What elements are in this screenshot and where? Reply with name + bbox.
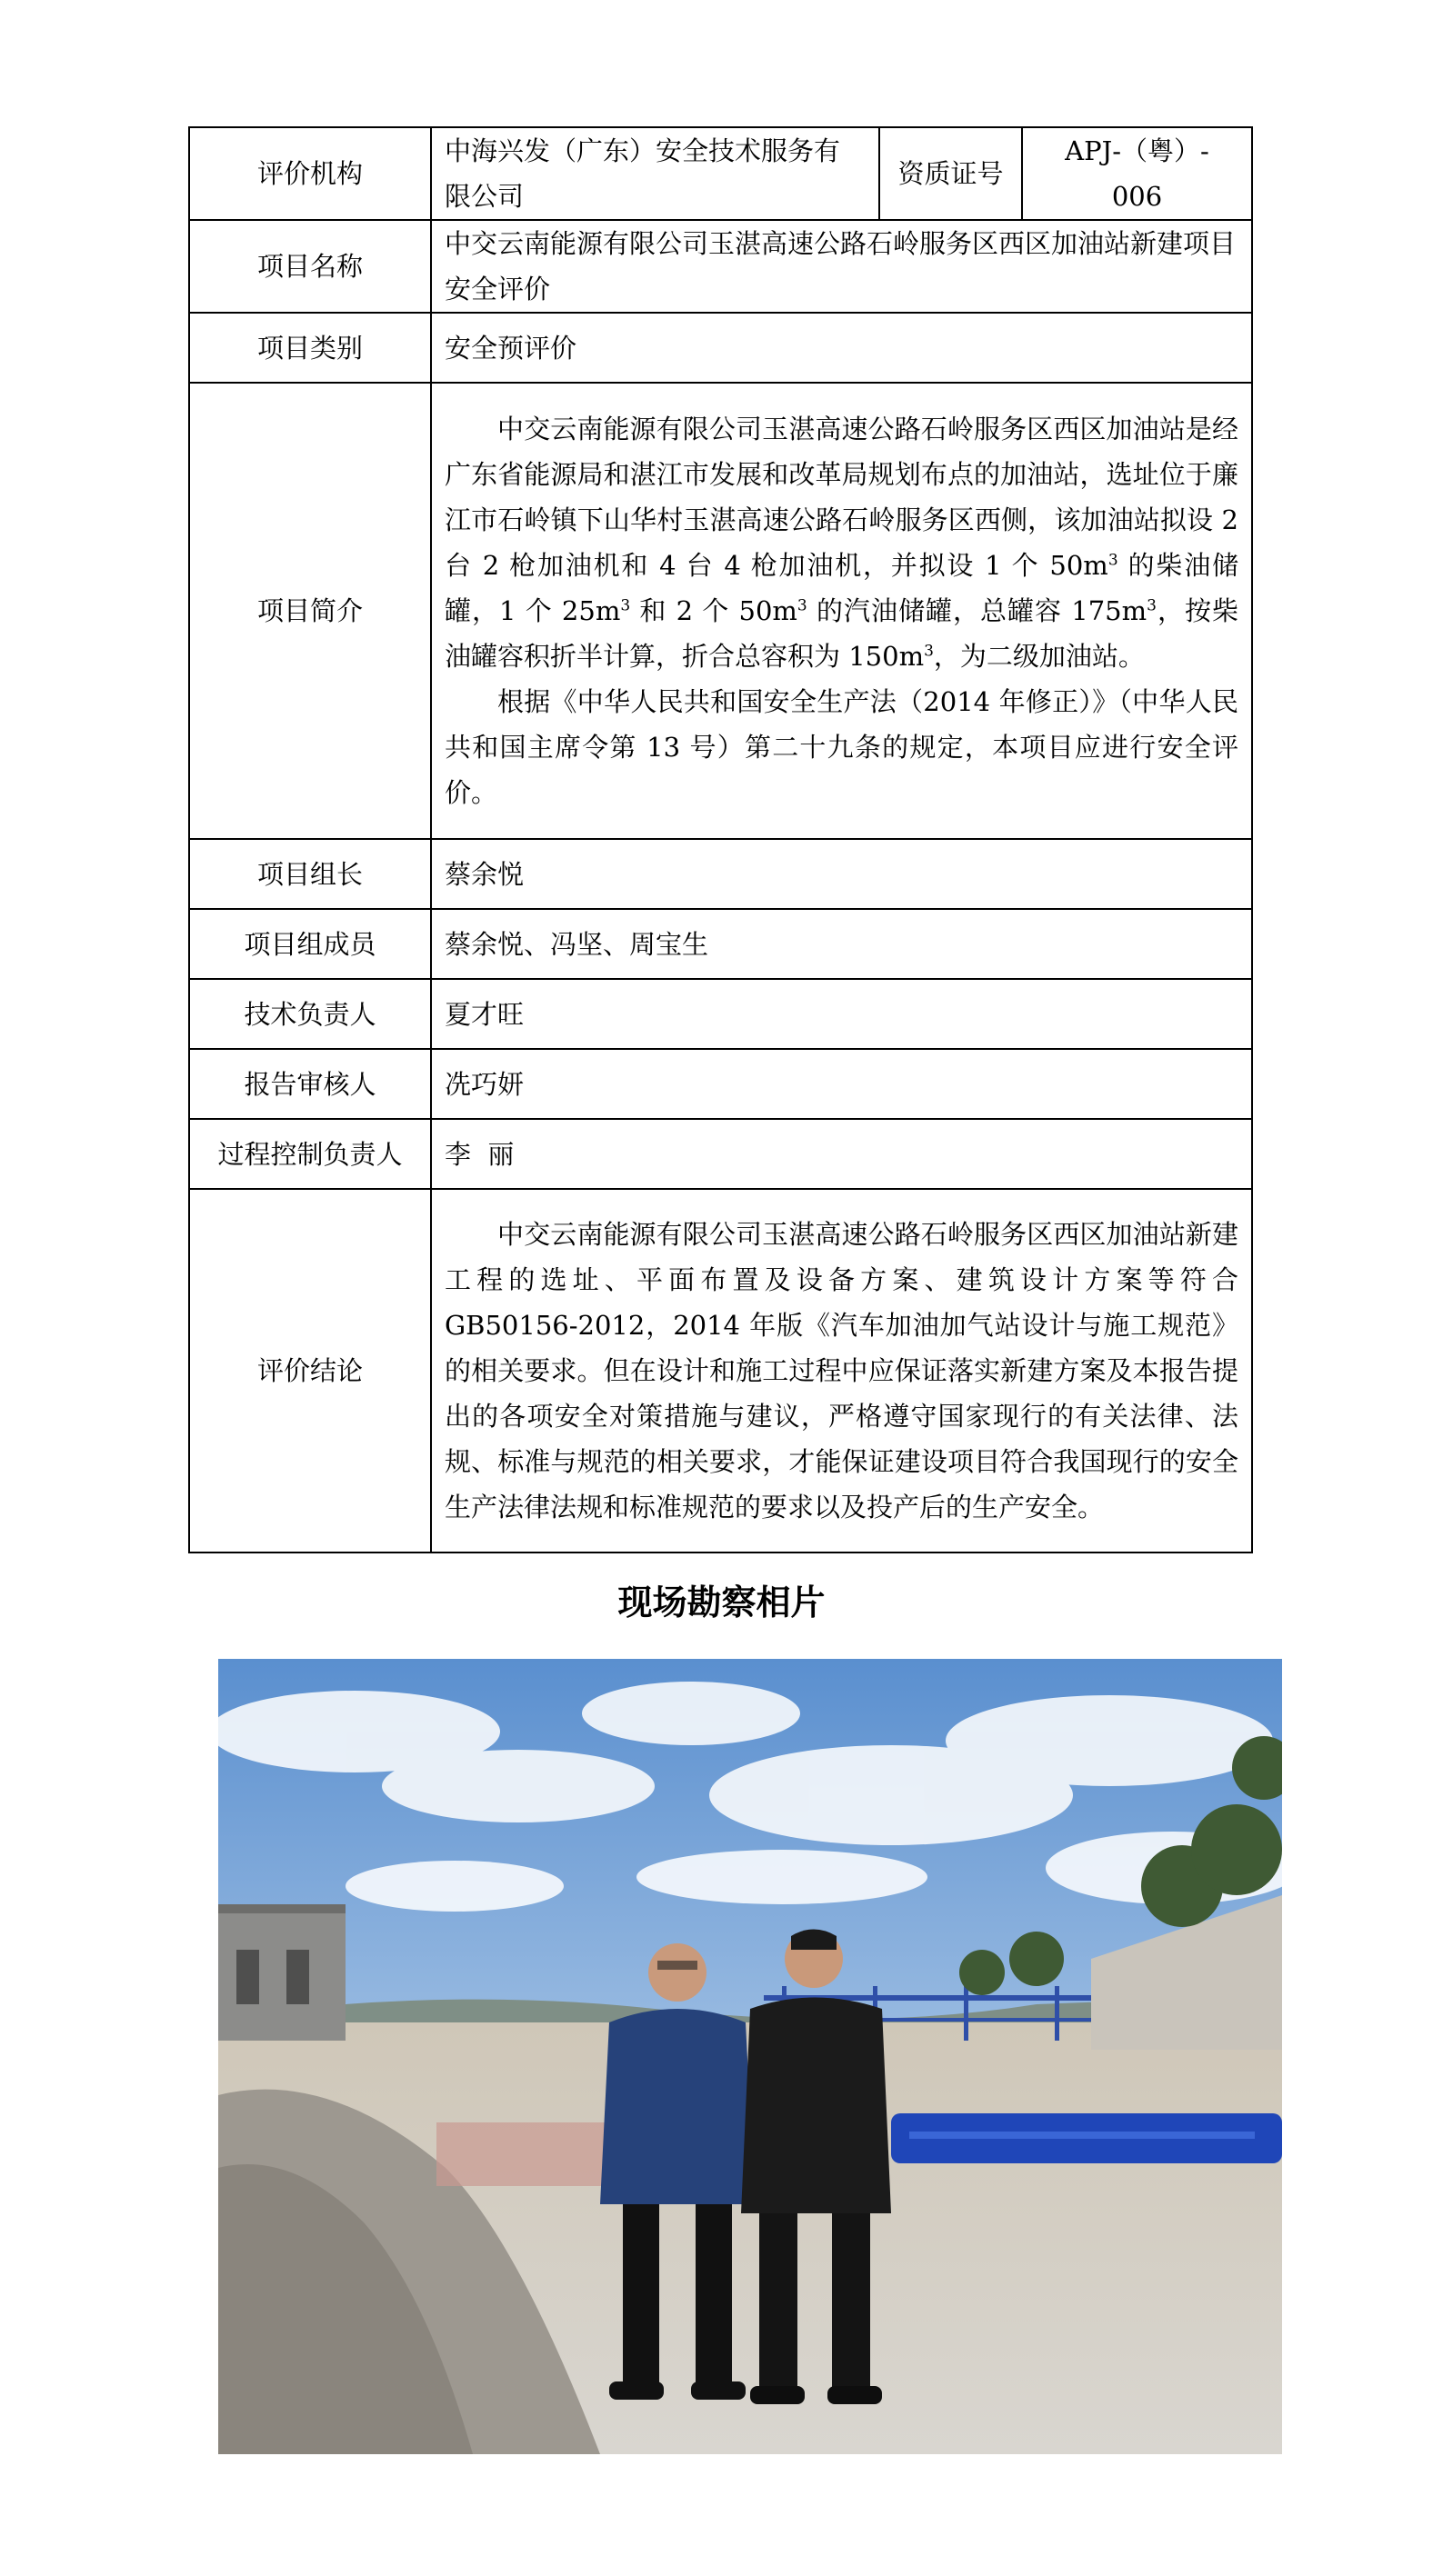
- row-conclusion: [189, 1189, 1252, 1553]
- conclusion-label: 评价结论: [189, 1189, 431, 1553]
- row-leader: [189, 839, 1252, 909]
- row-members: [189, 909, 1252, 979]
- tech-lead-value: 夏才旺: [431, 979, 1252, 1049]
- site-photo-illustration: [218, 1659, 1282, 2454]
- project-name-label: 项目名称: [189, 220, 431, 313]
- row-tech-lead: [189, 979, 1252, 1049]
- conclusion-value: [431, 1189, 1252, 1553]
- project-type-label: 项目类别: [189, 313, 431, 383]
- row-project-intro: [189, 383, 1252, 839]
- cert-value: APJ-（粤）- 006: [1022, 127, 1252, 220]
- process-control-label: 过程控制负责人: [189, 1119, 431, 1189]
- evaluation-info-table: [188, 126, 1253, 1553]
- project-intro-label: 项目简介: [189, 383, 431, 839]
- site-survey-photo: [218, 1659, 1282, 2454]
- org-value: 中海兴发（广东）安全技术服务有限公司: [431, 127, 879, 220]
- project-intro-value: [431, 383, 1252, 839]
- leader-label: 项目组长: [189, 839, 431, 909]
- reviewer-label: 报告审核人: [189, 1049, 431, 1119]
- row-reviewer: [189, 1049, 1252, 1119]
- row-project-name: [189, 220, 1252, 313]
- project-name-value: 中交云南能源有限公司玉湛高速公路石岭服务区西区加油站新建项目安全评价: [431, 220, 1252, 313]
- members-value: 蔡余悦、冯坚、周宝生: [431, 909, 1252, 979]
- photo-title: 现场勘察相片: [617, 1583, 826, 1622]
- reviewer-value: 冼巧妍: [431, 1049, 1252, 1119]
- row-org: [189, 127, 1252, 220]
- row-project-type: [189, 313, 1252, 383]
- row-process-control: [189, 1119, 1252, 1189]
- org-label: 评价机构: [189, 127, 431, 220]
- conclusion-paragraph: 中交云南能源有限公司玉湛高速公路石岭服务区西区加油站新建工程的选址、平面布置及设备方案、建筑设计方案等符合 GB50156-2012，2014 年版《汽车加油加气站设计与施工规范》的相关要求。但在设计和施工过程中应保证落实新建方案及本报告提出的各项安全对策措施与建议，严格遵守国家现行的有关法律、法规、标准与规范的相关要求，才能保证建设项目符合我国现行的安全生产法律法规和标准规范的要求以及投产后的生产安全。: [445, 1219, 1238, 1523]
- members-label: 项目组成员: [189, 909, 431, 979]
- cert-label: 资质证号: [879, 127, 1022, 220]
- leader-value: 蔡余悦: [431, 839, 1252, 909]
- process-control-value: 李 丽: [431, 1119, 1252, 1189]
- building-left: [218, 1904, 346, 2041]
- tech-lead-label: 技术负责人: [189, 979, 431, 1049]
- intro-paragraph-2: 根据《中华人民共和国安全生产法（2014 年修正）》（中华人民共和国主席令第 13 号）第二十九条的规定，本项目应进行安全评价。: [445, 686, 1238, 808]
- project-type-value: 安全预评价: [431, 313, 1252, 383]
- blue-tarps: [891, 2113, 1282, 2163]
- intro-paragraph-1: 中交云南能源有限公司玉湛高速公路石岭服务区西区加油站是经广东省能源局和湛江市发展和改革局规划布点的加油站，选址位于廉江市石岭镇下山华村玉湛高速公路石岭服务区西侧，该加油站拟设 2 台 2 枪加油机和 4 台 4 枪加油机，并拟设 1 个 $50m^3$ 的柴油储罐，1 个 $25m^3$ 和 2 个 $50m^3$ 的汽油储罐，总罐容 $175m^3$，按柴油罐容积折半计算，折合总容积为 $150m^3$，为二级加油站。: [445, 414, 1239, 672]
